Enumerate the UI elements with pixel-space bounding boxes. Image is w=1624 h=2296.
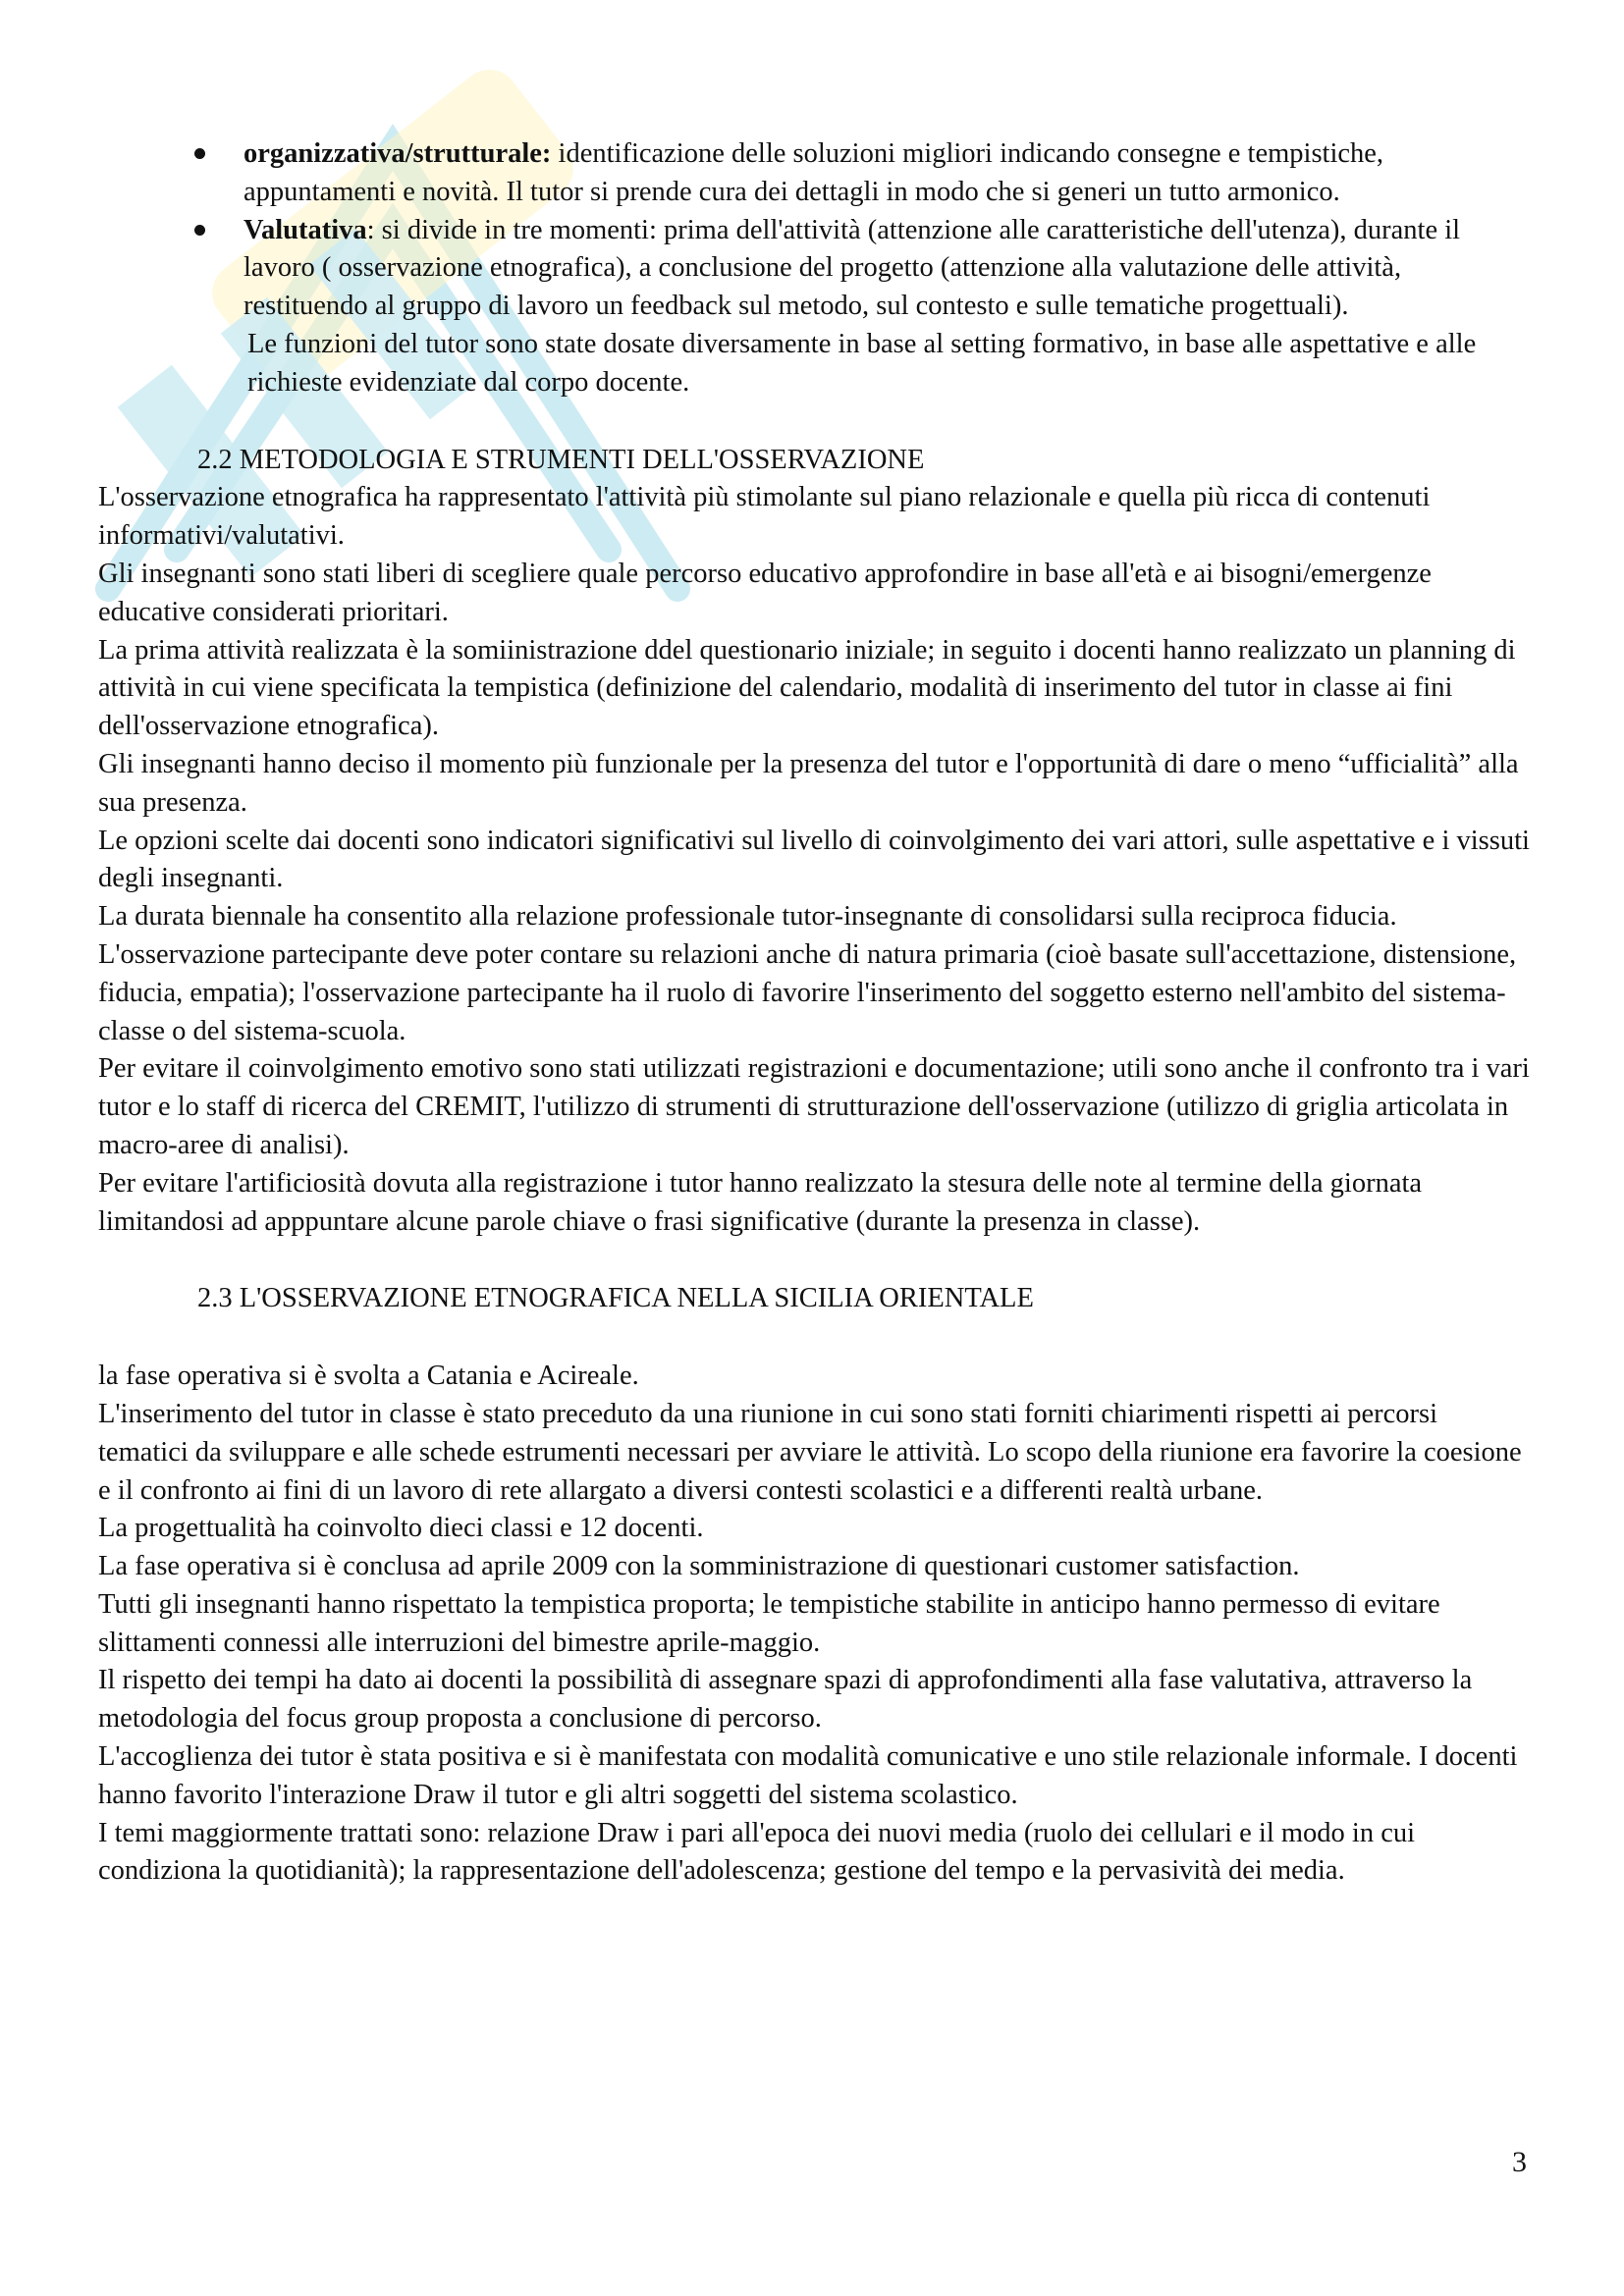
- paragraph: L'inserimento del tutor in classe è stato preceduto da una riunione in cui sono stati forniti chiarimenti rispetti ai percorsi tematici da sviluppare e alle schede estrumenti necessari per avviare le attività. Lo scopo della riunione era favorire la coesione e il confronto ai fini di un lavoro di rete allargato a diversi contesti scolastici e a differenti realtà urbane.: [98, 1398, 1522, 1506]
- page-number: 3: [1512, 2146, 1527, 2178]
- paragraph: la fase operativa si è svolta a Catania e Acireale.: [98, 1361, 639, 1392]
- bullet-item: [244, 212, 1532, 326]
- function-bullet-list: [98, 135, 1532, 326]
- paragraph: Gli insegnanti hanno deciso il momento più funzionale per la presenza del tutor e l'opportunità di dare o meno “ufficialità” alla sua presenza.: [98, 748, 1519, 818]
- bullet-term: organizzativa/strutturale:: [244, 138, 552, 169]
- bullet-text: identificazione delle soluzioni migliori indicando consegne e tempistiche, appuntamenti e novità. Il tutor si prende cura dei dettagli in modo che si generi un tutto armonico.: [244, 138, 1384, 207]
- paragraph: Gli insegnanti sono stati liberi di scegliere quale percorso educativo approfondire in base all'età e ai bisogni/emergenze educative considerati prioritari.: [98, 558, 1432, 627]
- paragraph: La progettualità ha coinvolto dieci classi e 12 docenti.: [98, 1513, 704, 1544]
- paragraph: Tutti gli insegnanti hanno rispettato la tempistica proporta; le tempistiche stabilite in anticipo hanno permesso di evitare slittamenti connessi alle interruzioni del bimestre aprile-maggio.: [98, 1588, 1440, 1658]
- bullet-dot-icon: [194, 148, 205, 159]
- bullet-dot-icon: [194, 225, 205, 236]
- intro-paragraph: Le funzioni del tutor sono state dosate diversamente in base al setting formativo, in base alle aspettative e alle richieste evidenziate dal corpo docente.: [247, 328, 1477, 398]
- section-heading-2-3: 2.3 L'OSSERVAZIONE ETNOGRAFICA NELLA SICILIA ORIENTALE: [197, 1283, 1034, 1314]
- section-2-3-body: [98, 1358, 1532, 1891]
- section-heading-2-2: 2.2 METODOLOGIA E STRUMENTI DELL'OSSERVAZIONE: [197, 444, 925, 475]
- paragraph: L'osservazione partecipante deve poter contare su relazioni anche di natura primaria (cioè basate sull'accettazione, distensione, fiducia, empatia); l'osservazione partecipante ha il ruolo di favorire l'inserimento del soggetto esterno nell'ambito del sistema-classe o del sistema-scuola.: [98, 938, 1517, 1046]
- document-page: [98, 135, 1532, 1891]
- paragraph: L'accoglienza dei tutor è stata positiva e si è manifestata con modalità comunicative e uno stile relazionale informale. I docenti hanno favorito l'interazione Draw il tutor e gli altri soggetti del sistema scolastico.: [98, 1741, 1518, 1810]
- paragraph: Per evitare l'artificiosità dovuta alla registrazione i tutor hanno realizzato la stesura delle note al termine della giornata limitandosi ad apppuntare alcune parole chiave o frasi significative (durante la presenza in classe).: [98, 1167, 1423, 1237]
- paragraph: La durata biennale ha consentito alla relazione professionale tutor-insegnante di consolidarsi sulla reciproca fiducia.: [98, 901, 1397, 933]
- section-2-2-body: [98, 479, 1532, 1241]
- paragraph: L'osservazione etnografica ha rappresentato l'attività più stimolante sul piano relazionale e quella più ricca di contenuti informativi/valutativi.: [98, 482, 1431, 552]
- paragraph: Per evitare il coinvolgimento emotivo sono stati utilizzati registrazioni e documentazione; utili sono anche il confronto tra i vari tutor e lo staff di ricerca del CREMIT, l'utilizzo di strumenti di strutturazione dell'osservazione (utilizzo di griglia articolata in macro-aree di analisi).: [98, 1053, 1530, 1160]
- paragraph: La fase operativa si è conclusa ad aprile 2009 con la somministrazione di questionari customer satisfaction.: [98, 1551, 1300, 1582]
- bullet-term: Valutativa: [244, 214, 367, 245]
- bullet-text: : si divide in tre momenti: prima dell'attività (attenzione alle caratteristiche dell'utenza), durante il lavoro ( osservazione etnografica), a conclusione del progetto (attenzione alla valutazione delle attività, restituendo al gruppo di lavoro un feedback sul metodo, sul contesto e sulle tematiche progettuali).: [244, 214, 1461, 322]
- bullet-item: [244, 135, 1532, 212]
- paragraph: I temi maggiormente trattati sono: relazione Draw i pari all'epoca dei nuovi media (ruolo dei cellulari e il modo in cui condiziona la quotidianità); la rappresentazione dell'adolescenza; gestione del tempo e la pervasività dei media.: [98, 1817, 1416, 1887]
- paragraph: Le opzioni scelte dai docenti sono indicatori significativi sul livello di coinvolgimento dei vari attori, sulle aspettative e i vissuti degli insegnanti.: [98, 825, 1530, 894]
- paragraph: Il rispetto dei tempi ha dato ai docenti la possibilità di assegnare spazi di approfondimenti alla fase valutativa, attraverso la metodologia del focus group proposta a conclusione di percorso.: [98, 1665, 1473, 1735]
- paragraph: La prima attività realizzata è la somiinistrazione ddel questionario iniziale; in seguito i docenti hanno realizzato un planning di attività in cui viene specificata la tempistica (definizione del calendario, modalità di inserimento del tutor in classe ai fini dell'osservazione etnografica).: [98, 634, 1516, 742]
